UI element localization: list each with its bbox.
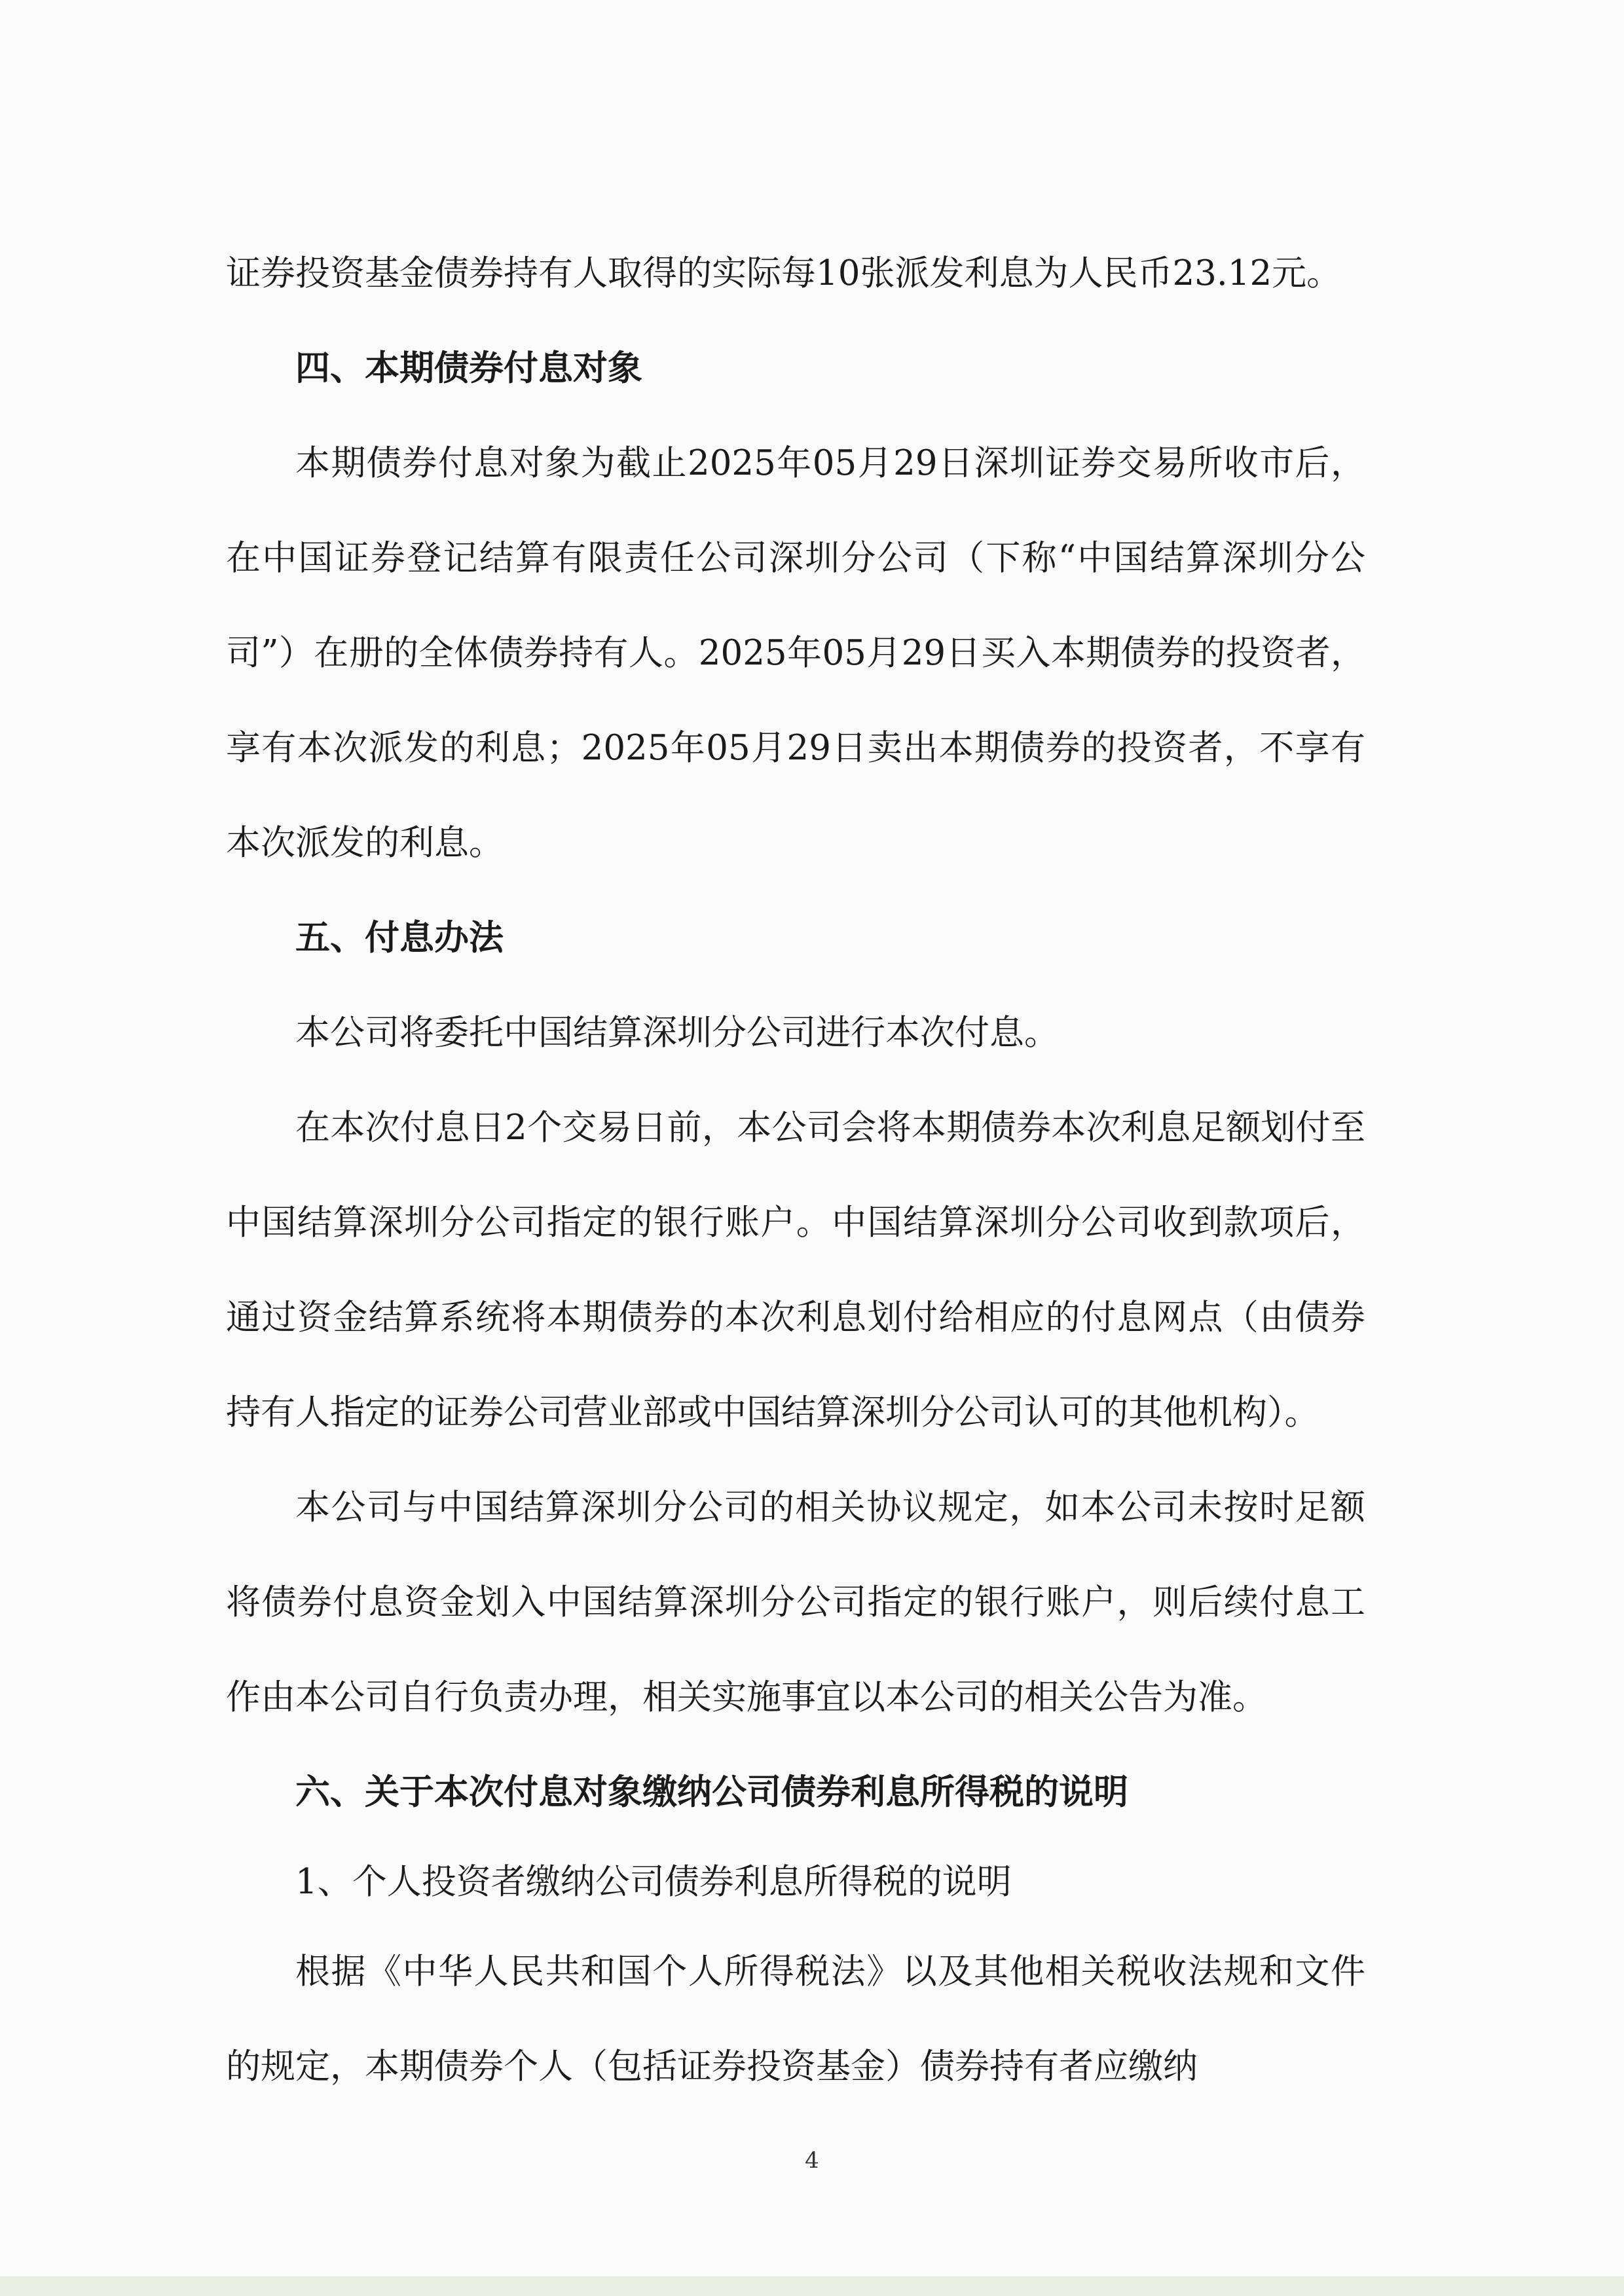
paragraph-agreement: 本公司与中国结算深圳分公司的相关协议规定，如本公司未按时足额将债券付息资金划入中国结算深圳分公司指定的银行账户，则后续付息工作由本公司自行负责办理，相关实施事宜以本公司的相关公告为准。 [226,1487,1365,1717]
page-number: 4 [805,2147,819,2174]
section-heading-6: 六、关于本次付息对象缴纳公司债券利息所得税的说明 [295,1772,1128,1812]
section-heading-4: 四、本期债券付息对象 [295,348,642,388]
paragraph-continuation: 证券投资基金债券持有人取得的实际每10张派发利息为人民币23.12元。 [226,253,1342,293]
paragraph-payee: 本期债券付息对象为截止2025年05月29日深圳证券交易所收市后，在中国证券登记结算有限责任公司深圳分公司（下称“中国结算深圳分公司”）在册的全体债券持有人。2025年05月29日买入本期债券的投资者，享有本次派发的利息；2025年05月29日卖出本期债券的投资者，不享有本次派发的利息。 [226,443,1365,863]
paragraph-entrust: 本公司将委托中国结算深圳分公司进行本次付息。 [295,1013,1059,1053]
paragraph-transfer: 在本次付息日2个交易日前，本公司会将本期债券本次利息足额划付至中国结算深圳分公司指定的银行账户。中国结算深圳分公司收到款项后，通过资金结算系统将本期债券的本次利息划付给相应的付息网点（由债券持有人指定的证券公司营业部或中国结算深圳分公司认可的其他机构）。 [226,1108,1365,1432]
paragraph-tax-law: 根据《中华人民共和国个人所得税法》以及其他相关税收法规和文件的规定，本期债券个人（包括证券投资基金）债券持有者应缴纳 [226,1952,1365,2086]
paragraph-individual-tax-title: 1、个人投资者缴纳公司债券利息所得税的说明 [295,1862,1012,1902]
page-body [226,226,1365,2114]
section-heading-5: 五、付息办法 [295,917,504,958]
scan-edge [0,2276,1624,2296]
